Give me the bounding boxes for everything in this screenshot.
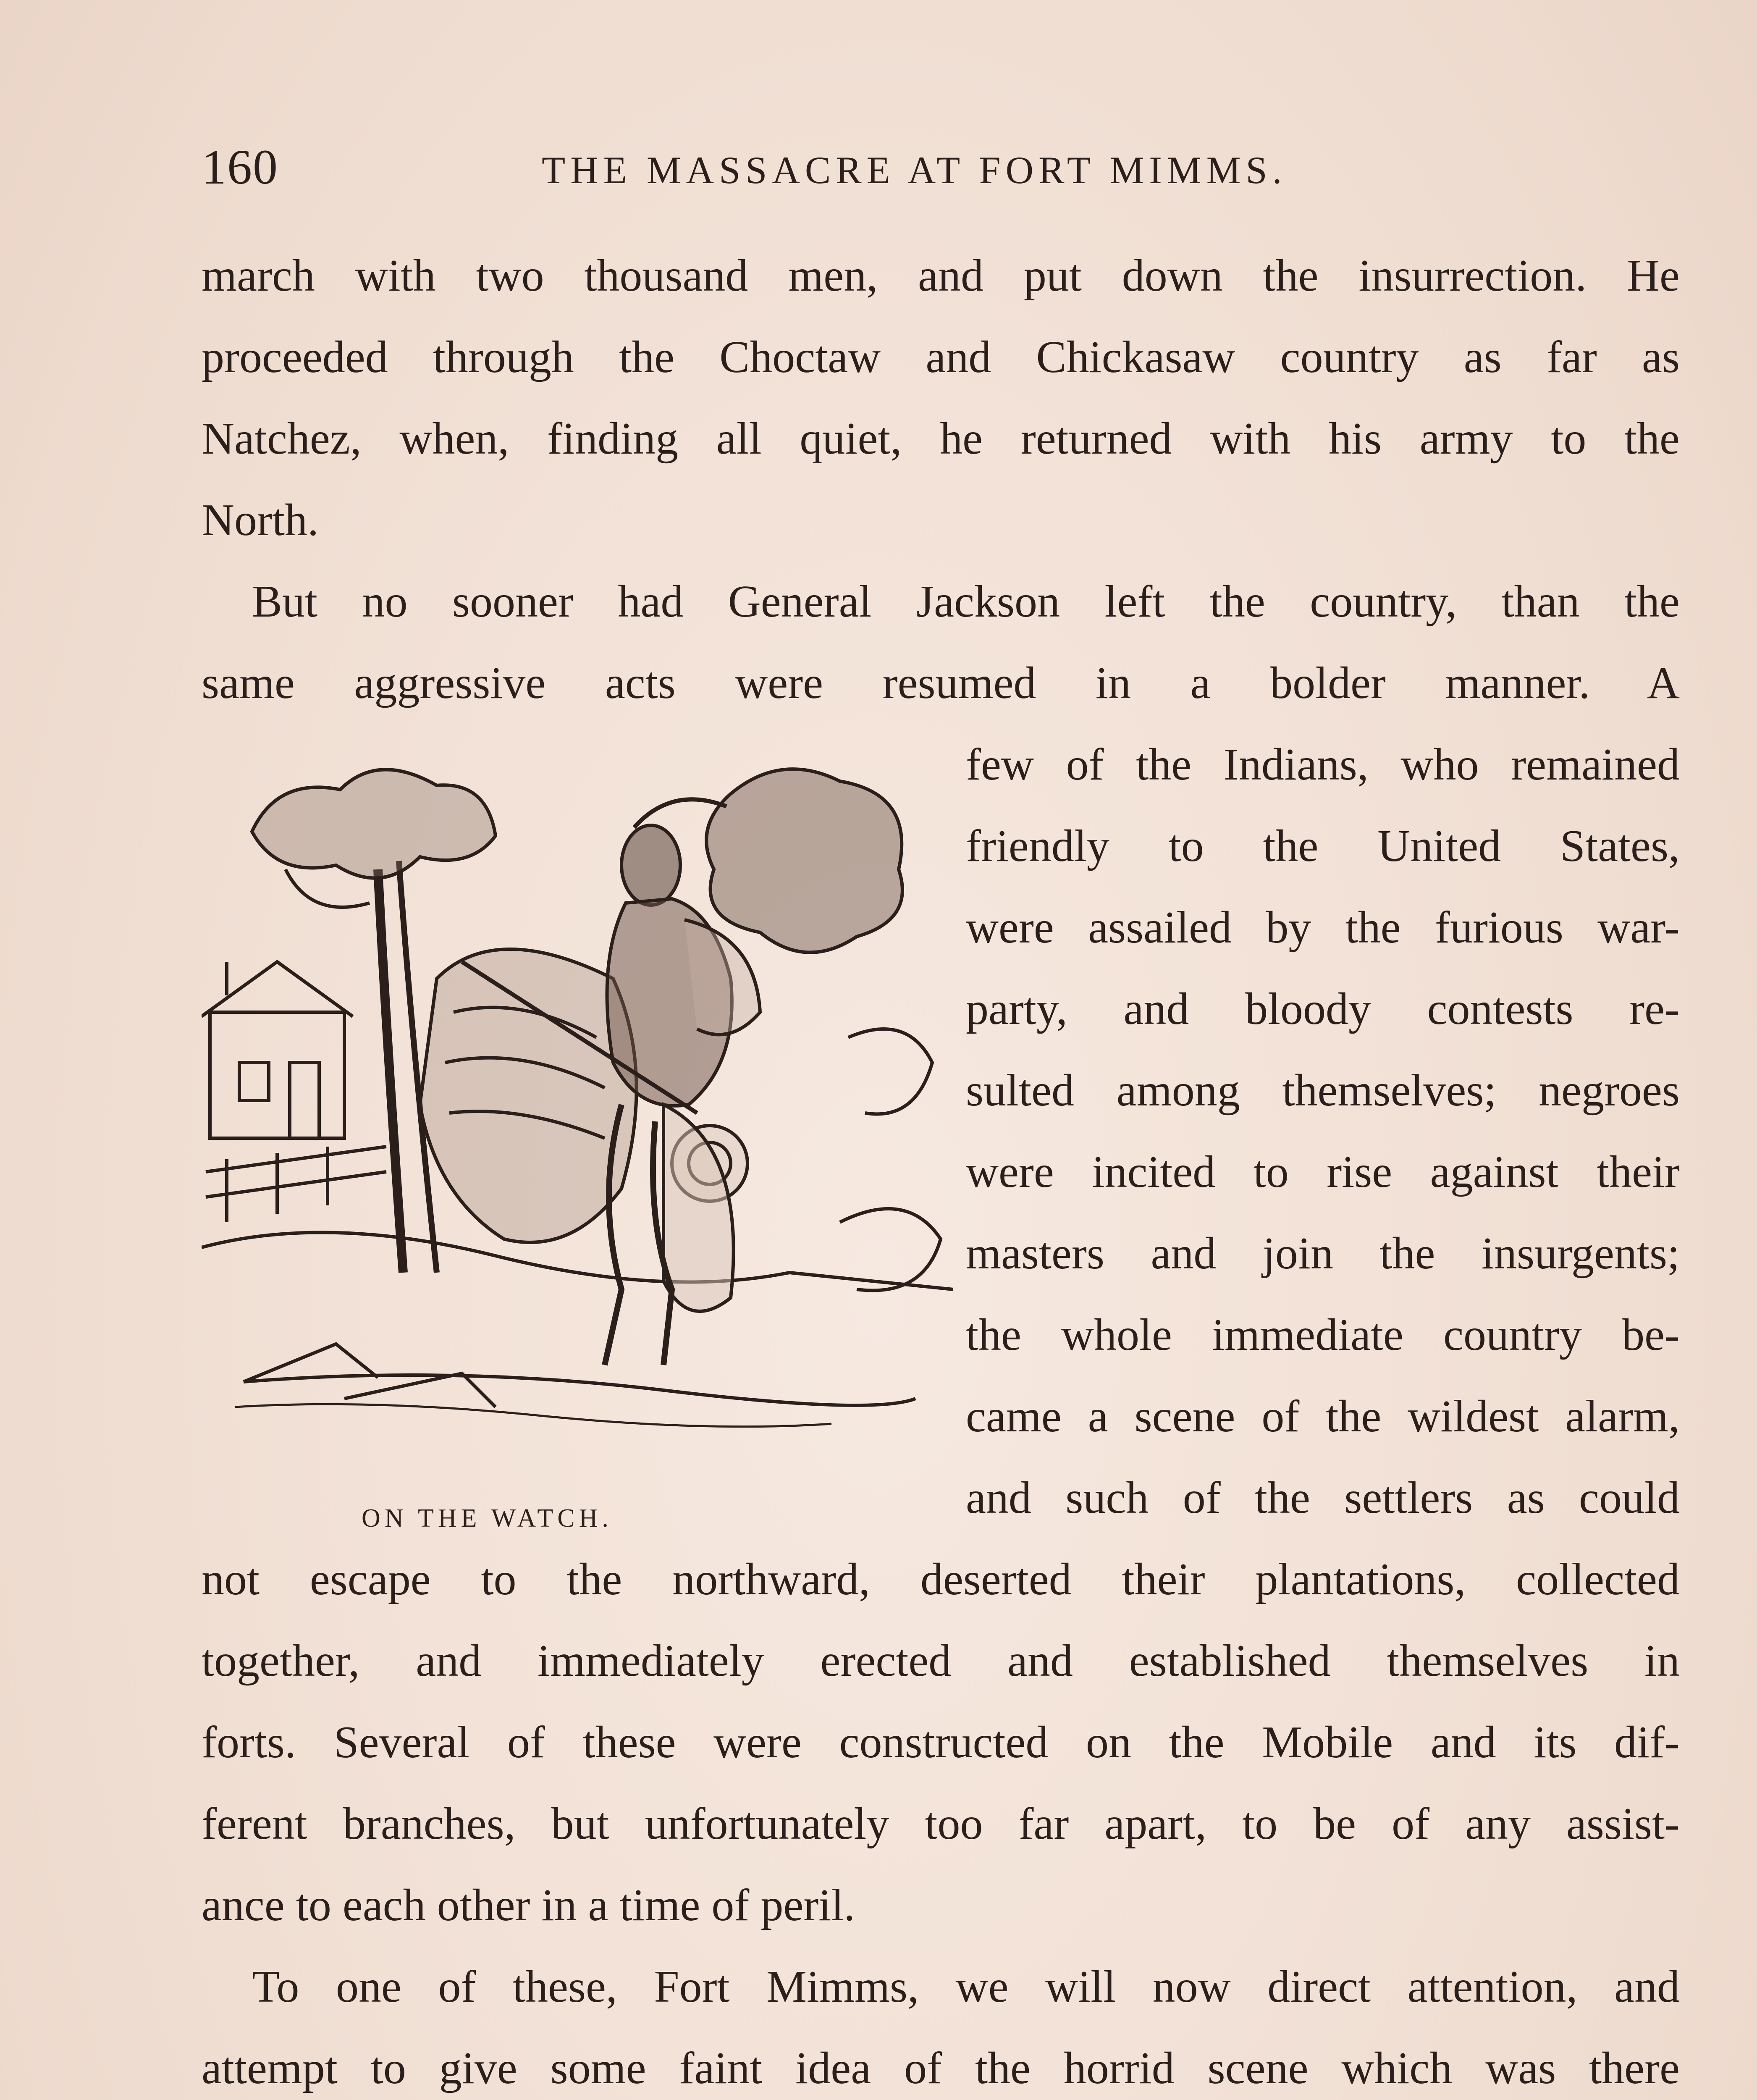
text-line: ferent branches, but unfortunately too far apart, to be of any assist- [202, 1799, 1680, 1849]
text-line: same aggressive acts were resumed in a bolder manner. A [202, 658, 1680, 708]
text-line: party, and bloody contests re- [966, 984, 1680, 1034]
text-line: friendly to the United States, [966, 821, 1680, 871]
text-line: together, and immediately erected and established themselves in [202, 1636, 1680, 1686]
text-line: few of the Indians, who remained [966, 740, 1680, 790]
text-line: were assailed by the furious war- [966, 903, 1680, 953]
text-line: came a scene of the wildest alarm, [966, 1391, 1680, 1441]
figure-caption: ON THE WATCH. [362, 1504, 613, 1533]
text-line: the whole immediate country be- [966, 1310, 1680, 1360]
text-line: But no sooner had General Jackson left the country, than the [252, 577, 1680, 627]
text-line: ance to each other in a time of peril. [202, 1880, 855, 1930]
text-line: were incited to rise against their [966, 1147, 1680, 1197]
running-title: THE MASSACRE AT FORT MIMMS. [542, 149, 1287, 192]
text-line: masters and join the insurgents; [966, 1228, 1680, 1278]
text-line: and such of the settlers as could [966, 1473, 1680, 1523]
woodcut-scene [202, 743, 953, 1449]
text-line: forts. Several of these were constructed on the Mobile and its dif- [202, 1717, 1680, 1767]
text-line: attempt to give some faint idea of the horrid scene which was there [202, 2043, 1680, 2093]
text-line: proceeded through the Choctaw and Chickasaw country as far as [202, 332, 1680, 382]
text-line: North. [202, 495, 319, 545]
running-head [202, 139, 1680, 206]
page-number: 160 [202, 139, 278, 194]
woodcut-illustration [202, 743, 953, 1491]
text-line: To one of these, Fort Mimms, we will now direct attention, and [252, 1962, 1680, 2012]
text-line: Natchez, when, finding all quiet, he returned with his army to the [202, 414, 1680, 464]
text-line: not escape to the northward, deserted their plantations, collected [202, 1554, 1680, 1604]
text-line: march with two thousand men, and put down the insurrection. He [202, 251, 1680, 301]
text-line: sulted among themselves; negroes [966, 1066, 1680, 1116]
